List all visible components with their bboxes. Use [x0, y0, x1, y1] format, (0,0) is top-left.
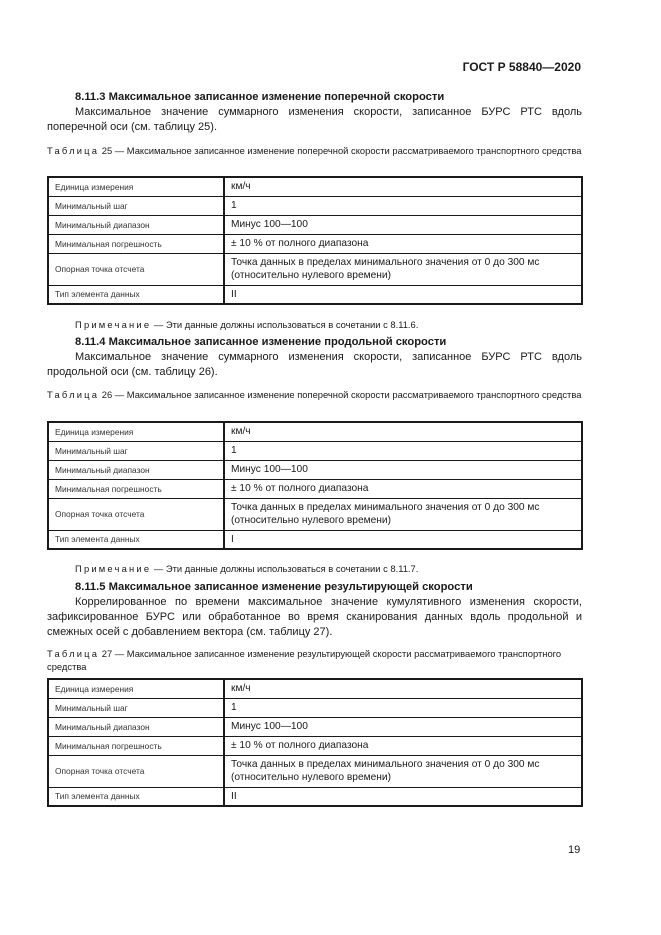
note-text: — Эти данные должны использоваться в сочетании с 8.11.6. — [151, 319, 419, 330]
row-value: ± 10 % от полного диапазона — [224, 234, 582, 253]
table-row — [48, 717, 582, 736]
table-row — [48, 234, 582, 253]
row-value: км/ч — [224, 679, 582, 698]
section-paragraph: Максимальное значение суммарного изменения скорости, записанное БУРС РТС вдоль поперечной оси (см. таблицу 25). — [47, 106, 582, 133]
row-key: Единица измерения — [48, 177, 224, 196]
table-row — [48, 736, 582, 755]
note-label: Примечание — [75, 319, 152, 330]
row-value: Точка данных в пределах минимального значения от 0 до 300 мс (относительно нулевого времени) — [224, 755, 582, 787]
row-value: ± 10 % от полного диапазона — [224, 736, 582, 755]
row-value: I — [224, 530, 582, 549]
table-row — [48, 285, 582, 304]
table-row — [48, 215, 582, 234]
row-key: Опорная точка отсчета — [48, 755, 224, 787]
table-row — [48, 253, 582, 285]
caption-text: 26 — Максимальное записанное изменение поперечной скорости рассматриваемого транспортного средства — [99, 389, 582, 400]
row-key: Минимальный шаг — [48, 698, 224, 717]
caption-label: Таблица — [47, 648, 100, 659]
table-caption — [47, 388, 582, 401]
table-row — [48, 479, 582, 498]
caption-label: Таблица — [47, 145, 100, 156]
table-25 — [47, 176, 583, 305]
row-key: Единица измерения — [48, 679, 224, 698]
row-key: Минимальный диапазон — [48, 460, 224, 479]
table-26 — [47, 421, 583, 550]
row-key: Тип элемента данных — [48, 285, 224, 304]
row-key: Тип элемента данных — [48, 530, 224, 549]
row-value: Минус 100—100 — [224, 717, 582, 736]
row-value: 1 — [224, 698, 582, 717]
row-value: II — [224, 787, 582, 806]
row-value: ± 10 % от полного диапазона — [224, 479, 582, 498]
table-row — [48, 441, 582, 460]
document-id: ГОСТ Р 58840—2020 — [462, 60, 581, 74]
row-value: Минус 100—100 — [224, 460, 582, 479]
table-row — [48, 530, 582, 549]
section-title: 8.11.3 Максимальное записанное изменение поперечной скорости — [75, 91, 445, 103]
table-27 — [47, 678, 583, 807]
note-label: Примечание — [75, 563, 152, 574]
table-row — [48, 679, 582, 698]
row-value: II — [224, 285, 582, 304]
table-row — [48, 177, 582, 196]
row-key: Минимальный диапазон — [48, 717, 224, 736]
row-value: км/ч — [224, 177, 582, 196]
table-row — [48, 787, 582, 806]
row-value: км/ч — [224, 422, 582, 441]
section-title: 8.11.5 Максимальное записанное изменение результирующей скорости — [75, 581, 473, 593]
row-key: Тип элемента данных — [48, 787, 224, 806]
table-row — [48, 755, 582, 787]
table-row — [48, 196, 582, 215]
section-paragraph: Максимальное значение суммарного изменения скорости, записанное БУРС РТС вдоль продольной оси (см. таблицу 26). — [47, 351, 582, 378]
row-value: 1 — [224, 441, 582, 460]
page-number: 19 — [568, 844, 581, 856]
row-key: Минимальная погрешность — [48, 736, 224, 755]
row-key: Минимальный диапазон — [48, 215, 224, 234]
table-caption — [47, 647, 582, 673]
row-key: Минимальная погрешность — [48, 234, 224, 253]
section-title: 8.11.4 Максимальное записанное изменение продольной скорости — [75, 336, 447, 348]
table-note — [75, 563, 418, 574]
row-key: Минимальный шаг — [48, 196, 224, 215]
table-caption — [47, 144, 582, 157]
caption-text: 27 — Максимальное записанное изменение результирующей скорости рассматриваемого транспортного средства — [47, 648, 562, 672]
table-row — [48, 698, 582, 717]
table-note — [75, 319, 418, 330]
caption-label: Таблица — [47, 389, 100, 400]
row-value: Минус 100—100 — [224, 215, 582, 234]
table-row — [48, 498, 582, 530]
row-key: Опорная точка отсчета — [48, 253, 224, 285]
table-row — [48, 460, 582, 479]
row-value: 1 — [224, 196, 582, 215]
note-text: — Эти данные должны использоваться в сочетании с 8.11.7. — [151, 563, 419, 574]
section-paragraph: Коррелированное по времени максимальное значение кумулятивного изменения скорости, зафиксированное БУРС или обработанное во время сканирования данных вдоль продольной и смежных осей с добавлением вектора (см. таблицу 27). — [47, 596, 582, 638]
row-key: Минимальная погрешность — [48, 479, 224, 498]
row-key: Минимальный шаг — [48, 441, 224, 460]
row-value: Точка данных в пределах минимального значения от 0 до 300 мс (относительно нулевого времени) — [224, 498, 582, 530]
caption-text: 25 — Максимальное записанное изменение поперечной скорости рассматриваемого транспортного средства — [99, 145, 582, 156]
row-value: Точка данных в пределах минимального значения от 0 до 300 мс (относительно нулевого времени) — [224, 253, 582, 285]
row-key: Единица измерения — [48, 422, 224, 441]
table-row — [48, 422, 582, 441]
row-key: Опорная точка отсчета — [48, 498, 224, 530]
